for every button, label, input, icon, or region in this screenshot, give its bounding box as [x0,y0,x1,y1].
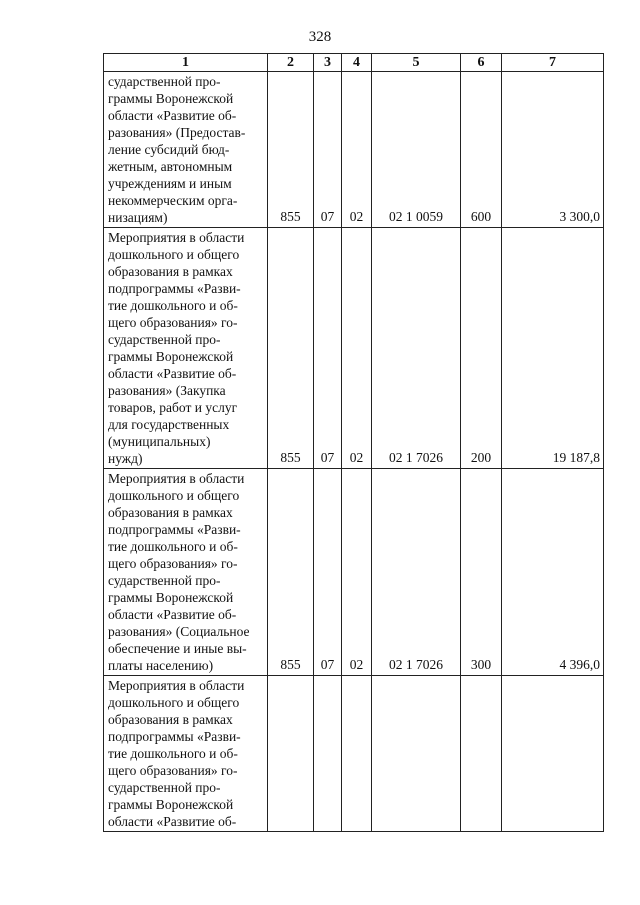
row-description: Мероприятия в области дошкольного и общего образования в рамках подпрограммы «Разви- тие дошкольного и об- щего образования» го- сударственной про- граммы Воронежской области «Развитие об- [104,676,268,832]
header-col-1: 1 [104,54,268,72]
row-amount [502,676,604,832]
row-amount: 3 300,0 [502,72,604,228]
row-description: Мероприятия в области дошкольного и общего образования в рамках подпрограммы «Разви- тие дошкольного и об- щего образования» го- сударственной про- граммы Воронежской области «Развитие об- разования» (Закупка товаров, работ и услуг для государственных (муниципальных) нужд) [104,228,268,469]
row-amount: 19 187,8 [502,228,604,469]
row-department-code: 855 [268,469,314,676]
row-expense-type: 200 [461,228,502,469]
row-description: Мероприятия в области дошкольного и общего образования в рамках подпрограммы «Разви- тие дошкольного и об- щего образования» го- сударственной про- граммы Воронежской области «Развитие об- разования» (Социальное обеспечение и иные вы- платы населению) [104,469,268,676]
row-subsection-code: 02 [342,228,372,469]
table-row [104,676,604,832]
row-target-article [372,676,461,832]
row-expense-type: 600 [461,72,502,228]
row-section-code: 07 [314,228,342,469]
header-col-6: 6 [461,54,502,72]
table-row [104,469,604,676]
row-section-code: 07 [314,72,342,228]
budget-table [103,53,604,832]
row-description: сударственной про- граммы Воронежской области «Развитие об- разования» (Предостав- ление субсидий бюд- жетным, автономным учреждениям и иным некоммерческим орга- низациям) [104,72,268,228]
row-expense-type: 300 [461,469,502,676]
page-number: 328 [308,29,332,45]
row-subsection-code: 02 [342,72,372,228]
table-header-row [104,54,604,72]
row-department-code: 855 [268,72,314,228]
table-row [104,72,604,228]
row-expense-type [461,676,502,832]
header-col-4: 4 [342,54,372,72]
row-subsection-code: 02 [342,469,372,676]
row-amount: 4 396,0 [502,469,604,676]
row-target-article: 02 1 0059 [372,72,461,228]
row-section-code [314,676,342,832]
header-col-2: 2 [268,54,314,72]
header-col-7: 7 [502,54,604,72]
row-department-code [268,676,314,832]
row-subsection-code [342,676,372,832]
row-target-article: 02 1 7026 [372,469,461,676]
header-col-5: 5 [372,54,461,72]
row-target-article: 02 1 7026 [372,228,461,469]
header-col-3: 3 [314,54,342,72]
row-department-code: 855 [268,228,314,469]
row-section-code: 07 [314,469,342,676]
table-row [104,228,604,469]
